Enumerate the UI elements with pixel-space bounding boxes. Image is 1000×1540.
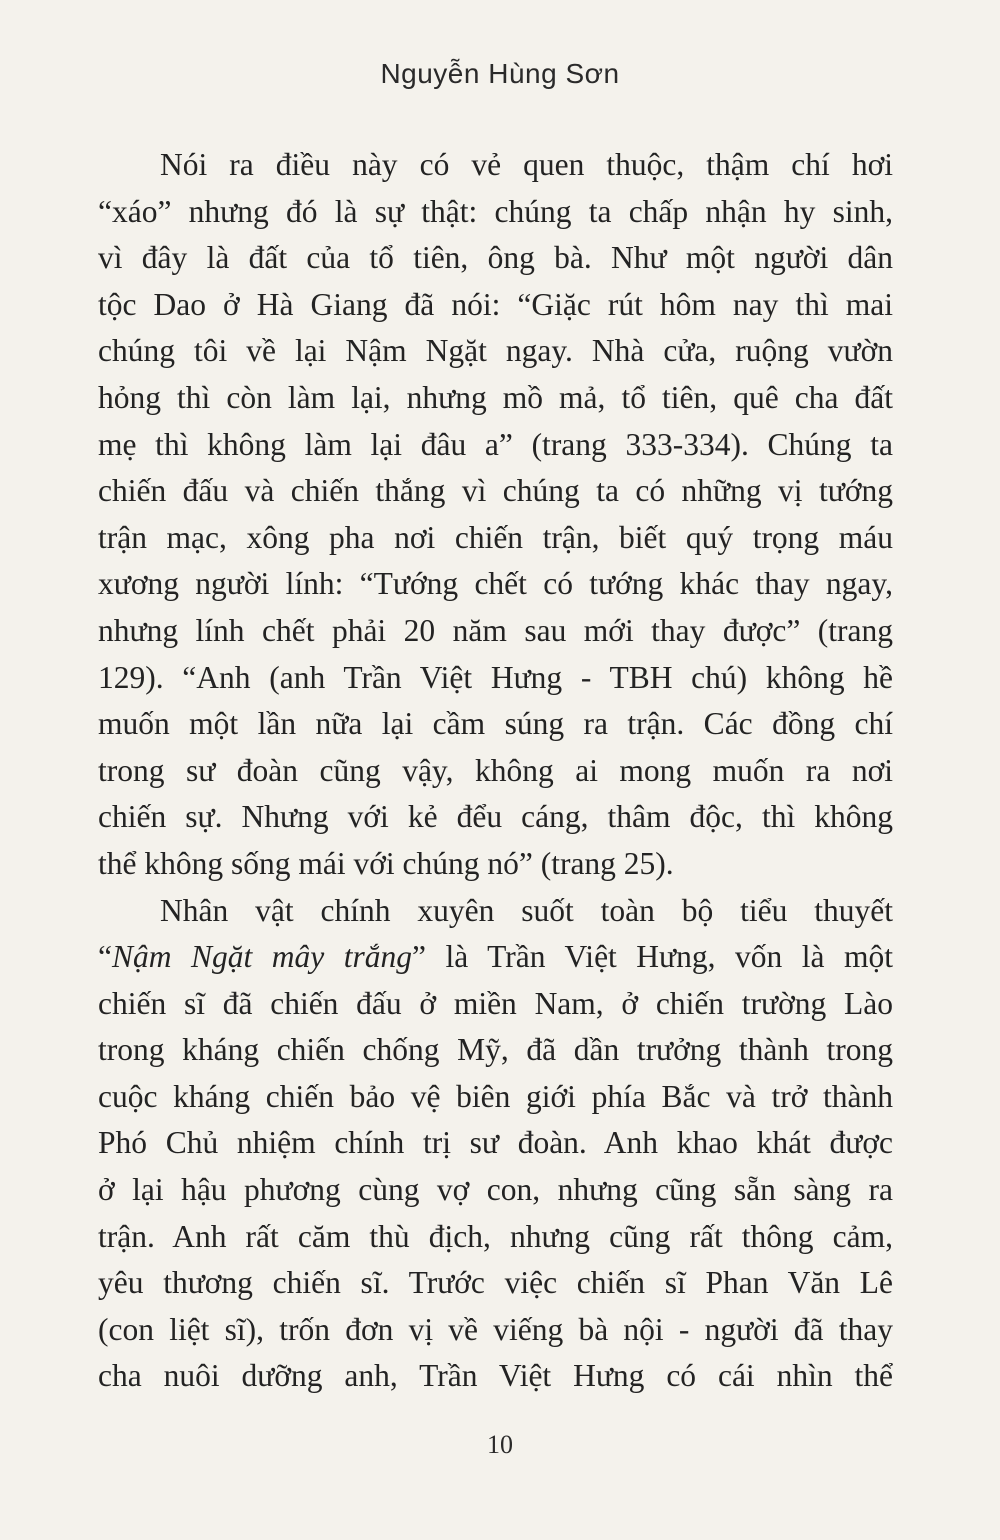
text-line: cha nuôi dưỡng anh, Trần Việt Hưng có cái nhìn thể bbox=[98, 1358, 893, 1394]
text-line: trận. Anh rất căm thù địch, nhưng cũng rất thông cảm, bbox=[98, 1218, 893, 1254]
text-line: (con liệt sĩ), trốn đơn vị về viếng bà nội - người đã thay bbox=[98, 1311, 893, 1347]
text-line: chiến sĩ đã chiến đấu ở miền Nam, ở chiến trường Lào bbox=[98, 985, 893, 1021]
text-line: cuộc kháng chiến bảo vệ biên giới phía Bắc và trở thành bbox=[98, 1078, 893, 1114]
text-line: Phó Chủ nhiệm chính trị sư đoàn. Anh khao khát được bbox=[98, 1125, 893, 1161]
running-head: Nguyễn Hùng Sơn bbox=[380, 58, 620, 89]
text-line: trong sư đoàn cũng vậy, không ai mong muốn ra nơi bbox=[98, 752, 893, 788]
page-number: 10 bbox=[487, 1430, 513, 1459]
text-line: vì đây là đất của tổ tiên, ông bà. Như một người dân bbox=[98, 240, 893, 276]
text-line: hỏng thì còn làm lại, nhưng mồ mả, tổ tiên, quê cha đất bbox=[98, 379, 893, 415]
text-line: Nhân vật chính xuyên suốt toàn bộ tiểu thuyết bbox=[160, 892, 893, 928]
text-line: xương người lính: “Tướng chết có tướng khác thay ngay, bbox=[98, 566, 893, 602]
text-line: chiến đấu và chiến thắng vì chúng ta có những vị tướng bbox=[98, 473, 893, 509]
book-title-italic: Nậm Ngặt mây trắng bbox=[111, 939, 413, 975]
text-line: trong kháng chiến chống Mỹ, đã dần trưởng thành trong bbox=[98, 1032, 893, 1068]
line-rest: ” là Trần Việt Hưng, vốn là một bbox=[412, 939, 893, 975]
text-line: tộc Dao ở Hà Giang đã nói: “Giặc rút hôm nay thì mai bbox=[98, 286, 893, 322]
text-line: yêu thương chiến sĩ. Trước việc chiến sĩ Phan Văn Lê bbox=[98, 1265, 893, 1301]
text-line: muốn một lần nữa lại cầm súng ra trận. Các đồng chí bbox=[98, 706, 893, 742]
text-line: ở lại hậu phương cùng vợ con, nhưng cũng sẵn sàng ra bbox=[98, 1172, 893, 1208]
text-line: “xáo” nhưng đó là sự thật: chúng ta chấp nhận hy sinh, bbox=[98, 193, 893, 229]
text-line: thể không sống mái với chúng nó” (trang 25). bbox=[98, 845, 674, 881]
text-line: mẹ thì không làm lại đâu a” (trang 333-334). Chúng ta bbox=[98, 426, 893, 462]
body-text bbox=[98, 142, 893, 1400]
text-line: nhưng lính chết phải 20 năm sau mới thay được” (trang bbox=[98, 612, 893, 648]
text-line: chiến sự. Nhưng với kẻ đểu cáng, thâm độc, thì không bbox=[98, 799, 893, 835]
text-line: 129). “Anh (anh Trần Việt Hưng - TBH chú) không hề bbox=[98, 659, 893, 695]
text-line: Nói ra điều này có vẻ quen thuộc, thậm chí hơi bbox=[160, 147, 893, 182]
text-line: trận mạc, xông pha nơi chiến trận, biết quý trọng máu bbox=[98, 519, 893, 555]
text-line-with-title bbox=[98, 934, 893, 981]
text-line: chúng tôi về lại Nậm Ngặt ngay. Nhà cửa, ruộng vườn bbox=[98, 333, 893, 369]
open-quote: “ bbox=[98, 939, 112, 975]
